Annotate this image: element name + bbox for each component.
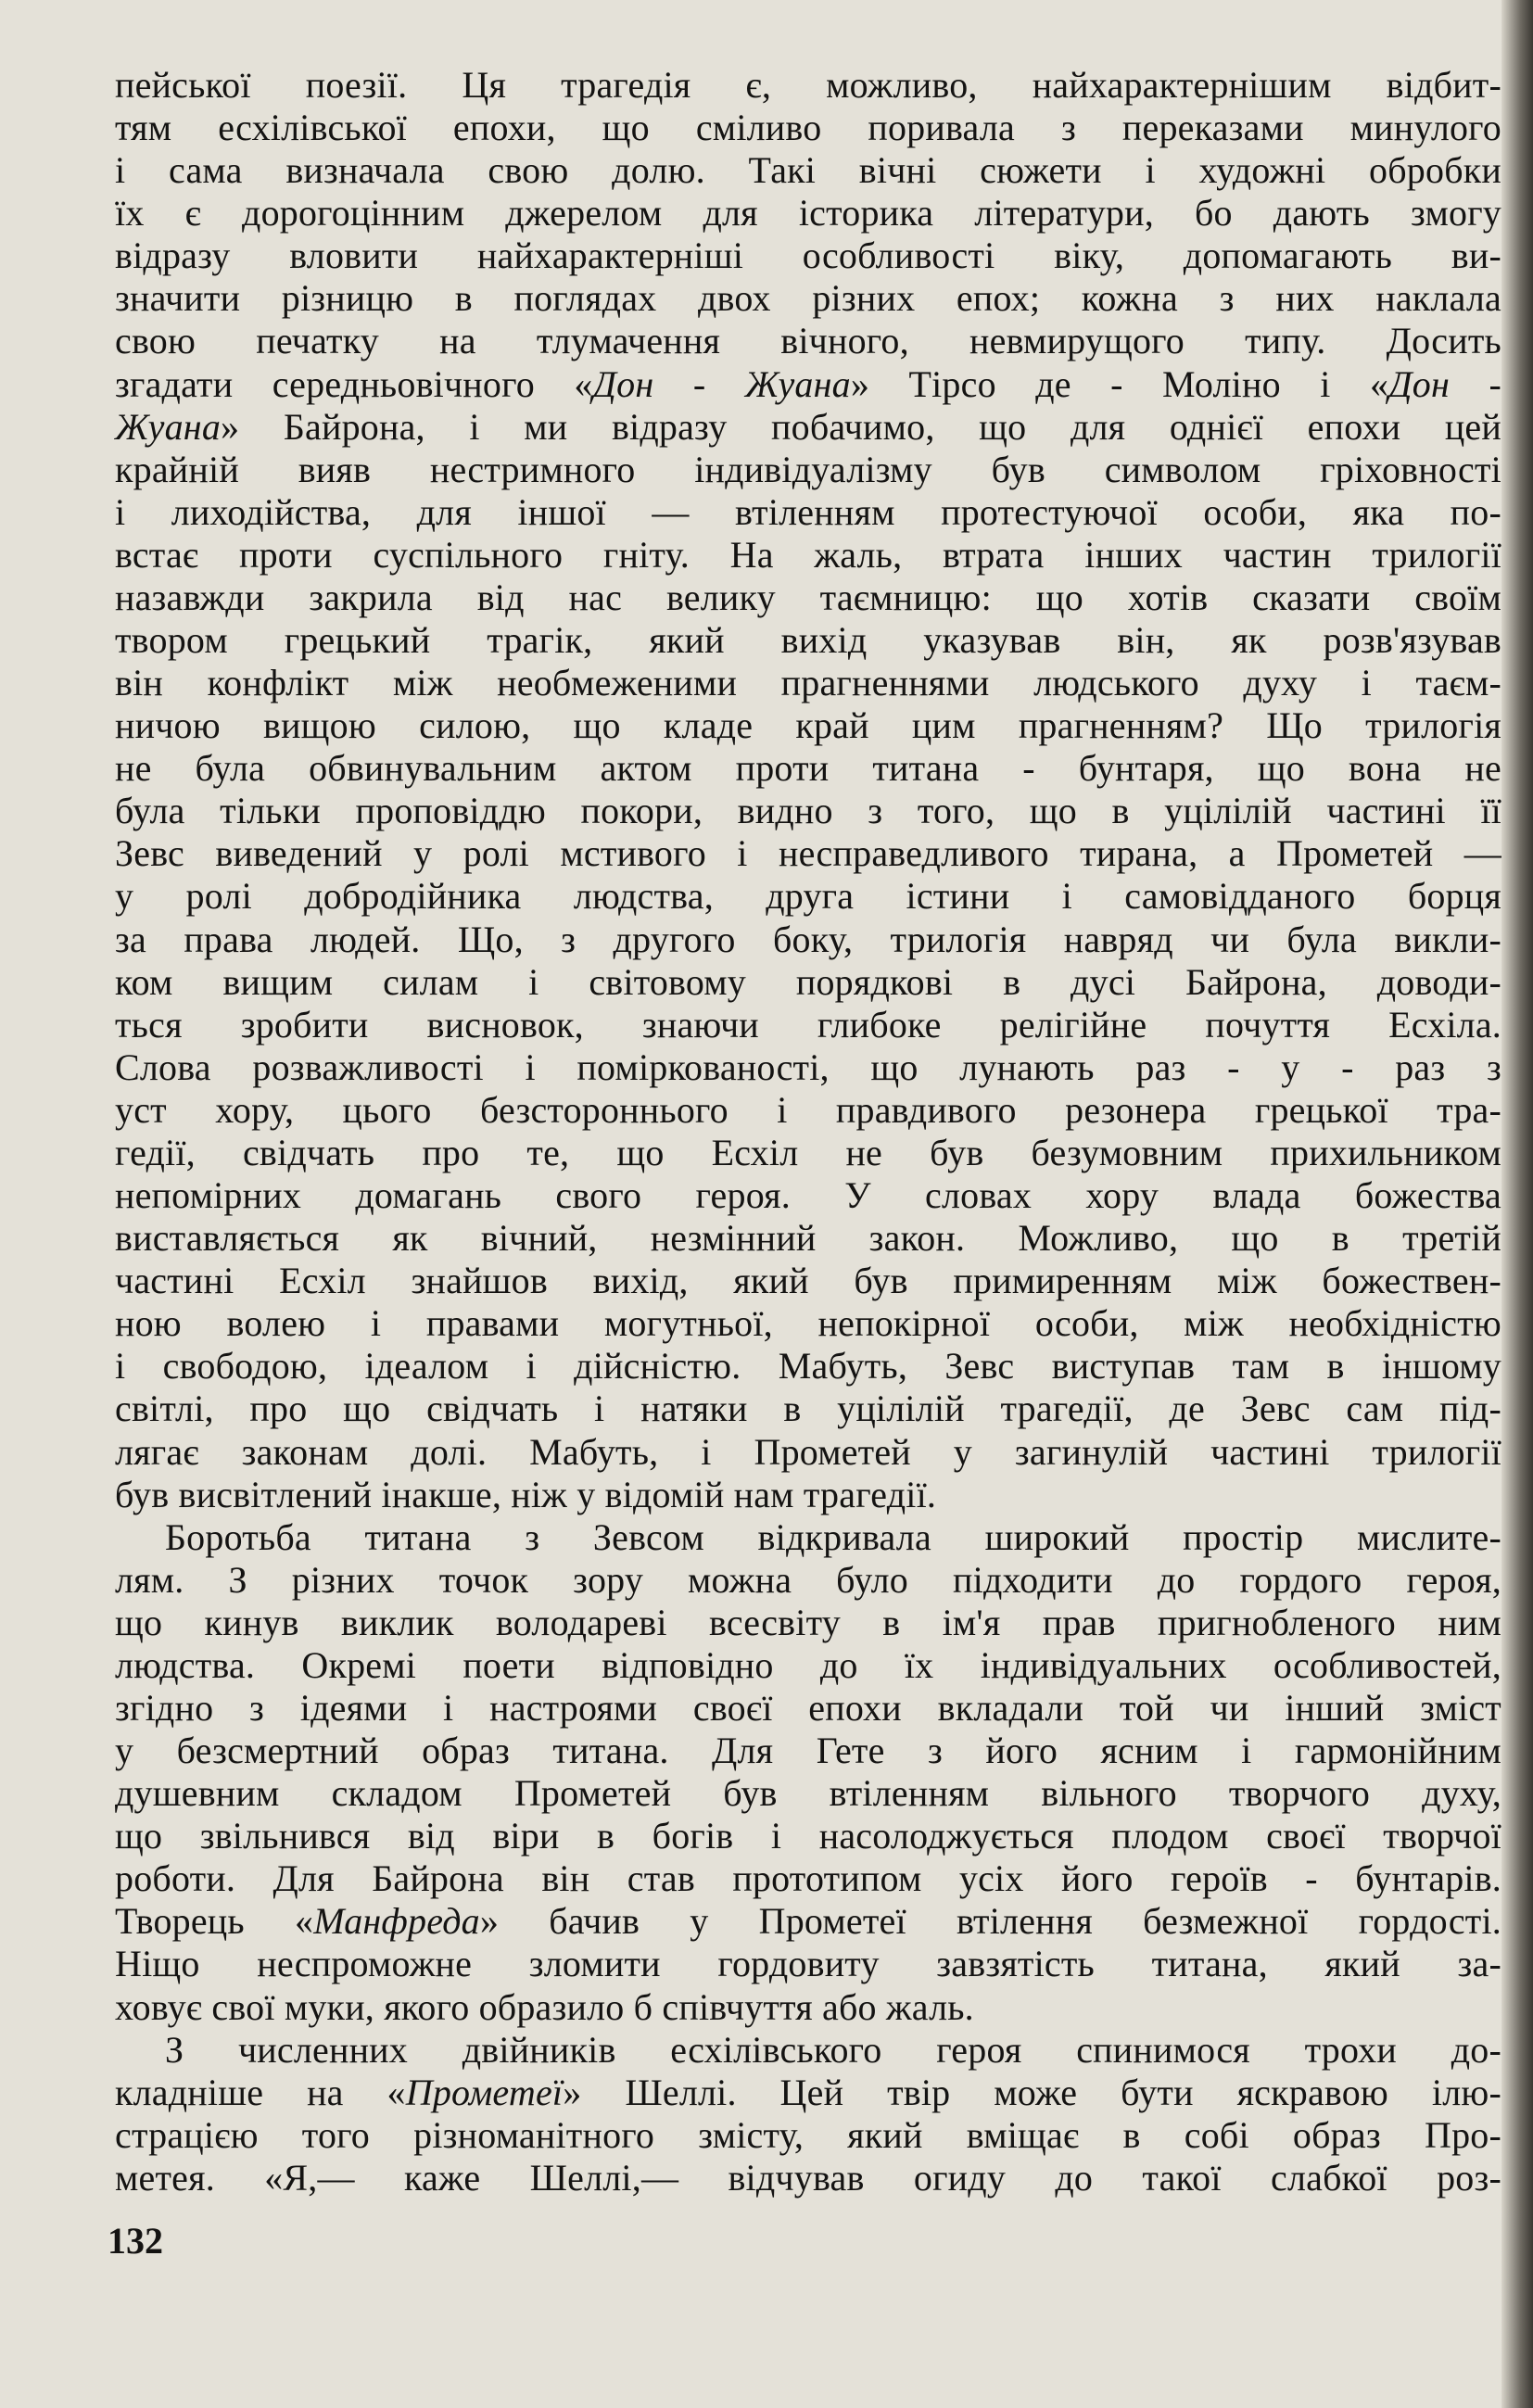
text-line: [115, 747, 1501, 790]
text-line: [115, 1004, 1501, 1046]
text-segment: встає проти суспільного гніту. На жаль, втрата інших частин трилогії: [115, 533, 1501, 576]
text-line: [115, 1345, 1501, 1388]
text-segment: Боротьба титана з Зевсом відкривала широкий простір мислите-: [165, 1515, 1501, 1558]
text-line: [115, 1474, 1501, 1516]
text-segment: тям есхілівської епохи, що сміливо поривала з переказами минулого: [115, 107, 1501, 149]
text-segment: Ніщо неспроможне зломити гордовиту завзятість титана, який за-: [115, 1943, 1501, 1985]
text-segment: ком вищим силам і світовому порядкові в дусі Байрона, доводи-: [115, 960, 1501, 1003]
text-segment: непомірних домагань свого героя. У словах хору влада божества: [115, 1174, 1501, 1217]
text-line: [115, 961, 1501, 1004]
text-segment: згідно з ідеями і настроями своєї епохи вкладали той чи інший зміст: [115, 1686, 1501, 1729]
text-segment: був висвітлений інакше, ніж у відомій нам трагедії.: [115, 1473, 937, 1515]
text-line: [115, 320, 1501, 362]
text-segment: ничою вищою силою, що кладе край цим прагненням? Що трилогія: [115, 704, 1501, 747]
italic-title: Дон -: [1388, 362, 1501, 405]
text-segment: виставляється як вічний, незмінний закон. Можливо, що в третій: [115, 1217, 1501, 1260]
text-line: [115, 1302, 1501, 1345]
text-line: [115, 277, 1501, 320]
text-line: [115, 1602, 1501, 1644]
text-segment: крайній вияв нестримного індивідуалізму був символом гріховності: [115, 448, 1501, 490]
italic-title: Прометеї: [405, 2071, 564, 2113]
text-line: [115, 919, 1501, 961]
text-line: [115, 1986, 1501, 2029]
text-segment: він конфлікт між необмеженими прагненнями людського духу і таєм-: [115, 662, 1501, 704]
text-line: [115, 1644, 1501, 1687]
page-edge-shadow: [1501, 0, 1533, 2408]
text-line: [115, 875, 1501, 918]
text-segment: за права людей. Що, з другого боку, трилогія навряд чи була викли-: [115, 918, 1501, 960]
text-segment: не була обвинувальним актом проти титана - бунтаря, що вона не: [115, 747, 1501, 790]
text-line: [115, 449, 1501, 491]
text-segment: З численних двійників есхілівського героя спинимося трохи до-: [165, 2028, 1501, 2071]
text-line: [115, 1687, 1501, 1730]
text-segment: » Шеллі. Цей твір може бути яскравою ілю-: [563, 2071, 1501, 2113]
text-line: [115, 491, 1501, 534]
text-line: [115, 832, 1501, 875]
text-line: [115, 1943, 1501, 1985]
text-segment: ною волею і правами могутньої, непокірної особи, між необхідністю: [115, 1302, 1501, 1345]
text-line: [115, 1089, 1501, 1132]
text-segment: частині Есхіл знайшов вихід, який був примиренням між божествен-: [115, 1260, 1501, 1302]
text-segment: назавжди закрила від нас велику таємницю: що хотів сказати своїм: [115, 576, 1501, 618]
text-line: [115, 704, 1501, 747]
text-line: [115, 662, 1501, 704]
text-line: [115, 1174, 1501, 1217]
text-segment: що кинув виклик володареві всесвіту в ім'я прав пригнобленого ним: [115, 1601, 1501, 1643]
text-segment: уст хору, цього безстороннього і правдивого резонера грецької тра-: [115, 1088, 1501, 1131]
text-segment: » Тірсо де - Моліно і «: [850, 362, 1389, 405]
text-segment: ться зробити висновок, знаючи глибоке релігійне почуття Есхіла.: [115, 1003, 1501, 1046]
text-segment: у ролі добродійника людства, друга істини і самовідданого борця: [115, 875, 1501, 918]
text-line: [115, 790, 1501, 832]
text-line: [115, 2157, 1501, 2199]
text-segment: значити різницю в поглядах двох різних епох; кожна з них наклала: [115, 277, 1501, 320]
text-segment: що звільнився від віри в богів і насолоджується плодом своєї творчої: [115, 1815, 1501, 1857]
text-segment: гедії, свідчать про те, що Есхіл не був безумовним прихильником: [115, 1131, 1501, 1173]
text-line: [115, 107, 1501, 149]
text-line: [115, 1431, 1501, 1474]
text-line: [115, 1772, 1501, 1815]
text-line: [115, 2072, 1501, 2114]
text-segment: світлі, про що свідчать і натяки в уцілілій трагедії, де Зевс сам під-: [115, 1388, 1501, 1430]
text-line: [115, 1559, 1501, 1602]
text-line: [115, 406, 1501, 449]
body-text: [115, 64, 1501, 2199]
text-line: [115, 1388, 1501, 1430]
text-line: [115, 363, 1501, 406]
italic-title: Жуана: [115, 405, 222, 448]
italic-title: Манфреда: [313, 1900, 480, 1943]
text-line: [115, 1815, 1501, 1857]
italic-title: Дон - Жуана: [592, 362, 851, 405]
text-line: [115, 192, 1501, 234]
text-segment: Слова розважливості і поміркованості, що лунають раз - у - раз з: [115, 1046, 1501, 1088]
text-segment: душевним складом Прометей був втіленням вільного творчого духу,: [115, 1772, 1501, 1815]
text-segment: згадати середньовічного «: [115, 362, 593, 405]
text-segment: і сама визначала свою долю. Такі вічні сюжети і художні обробки: [115, 149, 1501, 192]
text-line: [115, 577, 1501, 619]
text-segment: кладніше на «: [115, 2071, 406, 2113]
text-segment: лягає законам долі. Мабуть, і Прометей у загинулій частині трилогії: [115, 1430, 1501, 1473]
text-segment: лям. З різних точок зору можна було підходити до гордого героя,: [115, 1558, 1501, 1601]
text-line: [115, 149, 1501, 192]
text-segment: » бачив у Прометеї втілення безмежної гордості.: [479, 1900, 1501, 1943]
text-segment: Зевс виведений у ролі мстивого і несправедливого тирана, а Прометей —: [115, 832, 1501, 875]
text-segment: метея. «Я,— каже Шеллі,— відчував огиду до такої слабкої роз-: [115, 2156, 1501, 2199]
text-line: [115, 1730, 1501, 1772]
text-line: [115, 234, 1501, 277]
text-segment: роботи. Для Байрона він став прототипом усіх його героїв - бунтарів.: [115, 1857, 1501, 1900]
text-line: [115, 619, 1501, 662]
text-segment: Творець «: [115, 1900, 314, 1943]
text-line: [115, 1857, 1501, 1900]
text-segment: свою печатку на тлумачення вічного, невмирущого типу. Досить: [115, 320, 1501, 362]
text-segment: їх є дорогоцінним джерелом для історика літератури, бо дають змогу: [115, 192, 1501, 234]
text-line: [115, 534, 1501, 577]
text-line: [115, 64, 1501, 107]
text-segment: ховує свої муки, якого образило б співчуття або жаль.: [115, 1985, 974, 2028]
text-segment: і свободою, ідеалом і дійсністю. Мабуть, Зевс виступав там в іншому: [115, 1345, 1501, 1388]
text-line: [115, 1900, 1501, 1943]
text-line: [115, 1217, 1501, 1260]
text-line: [115, 2029, 1501, 2072]
text-segment: і лиходійства, для іншої — втіленням протестуючої особи, яка по-: [115, 490, 1501, 533]
text-segment: людства. Окремі поети відповідно до їх індивідуальних особливостей,: [115, 1643, 1501, 1686]
text-segment: відразу вловити найхарактерніші особливості віку, допомагають ви-: [115, 234, 1501, 277]
text-line: [115, 1046, 1501, 1089]
text-line: [115, 1132, 1501, 1174]
text-segment: твором грецький трагік, який вихід указував він, як розв'язував: [115, 619, 1501, 662]
text-line: [115, 1260, 1501, 1302]
text-segment: страцією того різноманітного змісту, який вміщає в собі образ Про-: [115, 2113, 1501, 2156]
text-segment: була тільки проповіддю покори, видно з того, що в уцілілій частині її: [115, 790, 1501, 832]
text-segment: пейської поезії. Ця трагедія є, можливо, найхарактернішим відбит-: [115, 64, 1501, 106]
page-number: 132: [108, 2220, 163, 2262]
text-line: [115, 2114, 1501, 2157]
text-line: [115, 1516, 1501, 1559]
text-segment: у безсмертний образ титана. Для Гете з його ясним і гармонійним: [115, 1730, 1501, 1772]
text-segment: » Байрона, і ми відразу побачимо, що для однієї епохи цей: [221, 405, 1501, 448]
